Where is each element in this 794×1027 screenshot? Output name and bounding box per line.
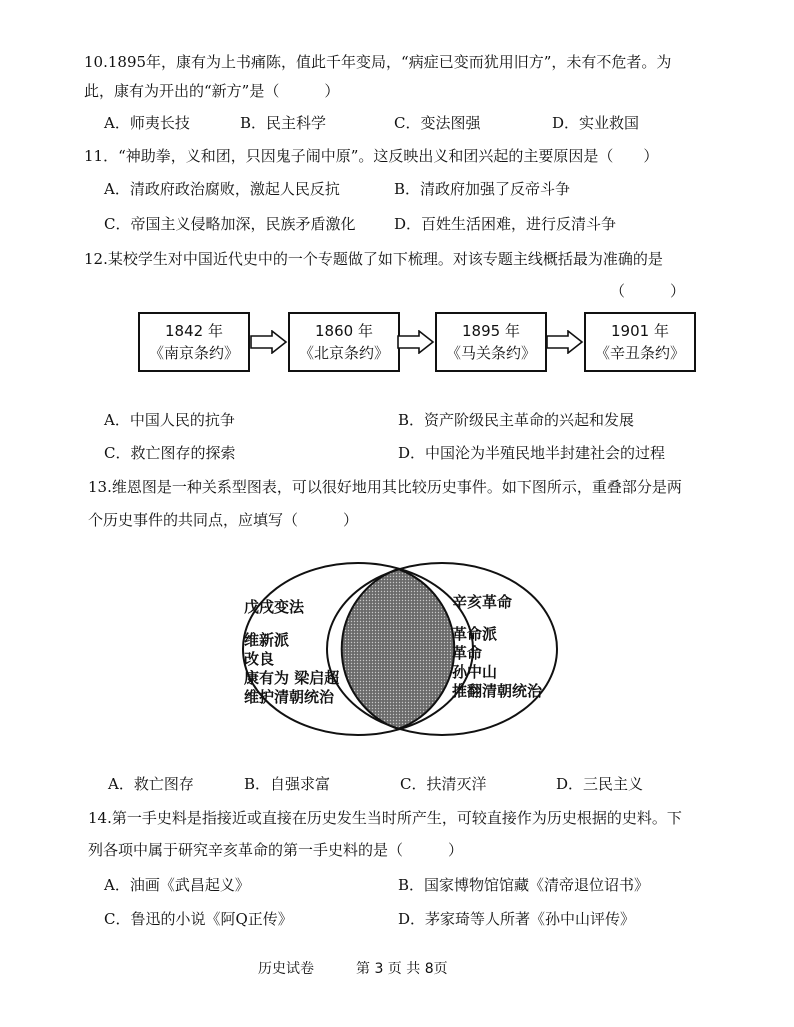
q12-option-d: D．中国沦为半殖民地半封建社会的过程 — [398, 444, 666, 462]
q10-option-d: D．实业救国 — [552, 114, 640, 132]
q11-option-b: B．清政府加强了反帝斗争 — [394, 180, 571, 198]
treaty-year: 1895 年 — [462, 322, 520, 340]
venn-left-title: 戊戌变法 — [244, 598, 305, 616]
q13-stem-line1: 13.维恩图是一种关系型图表，可以很好地用其比较历史事件。如下图所示，重叠部分是两 — [88, 478, 682, 496]
treaty-year: 1901 年 — [611, 322, 669, 340]
q11-option-c: C．帝国主义侵略加深，民族矛盾激化 — [104, 215, 356, 233]
venn-right-item: 推翻清朝统治 — [452, 682, 543, 700]
q10-stem-line2: 此，康有为开出的“新方”是（ ） — [84, 82, 340, 100]
treaty-year: 1860 年 — [315, 322, 373, 340]
venn-right-title: 辛亥革命 — [452, 593, 513, 611]
arrow-right-icon — [250, 330, 288, 354]
arrow-right-icon — [546, 330, 584, 354]
venn-right-item: 孙中山 — [452, 663, 498, 681]
treaty-year: 1842 年 — [165, 322, 223, 340]
q14-option-c: C．鲁迅的小说《阿Q正传》 — [104, 910, 293, 928]
venn-left-item: 改良 — [244, 650, 275, 668]
treaty-name: 《南京条约》 — [148, 344, 239, 362]
treaty-name: 《辛丑条约》 — [594, 344, 685, 362]
q12-stem: 12.某校学生对中国近代史中的一个专题做了如下梳理。对该专题主线概括最为准确的是 — [84, 250, 663, 268]
treaty-box-1895 — [435, 312, 547, 372]
arrow-right-icon — [397, 330, 435, 354]
q12-answer-paren: （ ） — [610, 282, 686, 300]
q14-option-b: B．国家博物馆馆藏《清帝退位诏书》 — [398, 876, 650, 894]
q13-option-b: B．自强求富 — [244, 775, 331, 793]
treaty-name: 《北京条约》 — [298, 344, 389, 362]
q10-option-c: C．变法图强 — [394, 114, 481, 132]
q11-option-d: D．百姓生活困难，进行反清斗争 — [394, 215, 617, 233]
q12-option-b: B．资产阶级民主革命的兴起和发展 — [398, 411, 635, 429]
q14-option-d: D．茅家琦等人所著《孙中山评传》 — [398, 910, 636, 928]
venn-diagram — [230, 560, 590, 742]
q12-option-a: A．中国人民的抗争 — [104, 411, 235, 429]
venn-right-item: 革命派 — [452, 625, 498, 643]
q10-stem-line1: 10.1895年，康有为上书痛陈，值此千年变局，“病症已变而犹用旧方”，未有不危者。为 — [84, 53, 672, 71]
q10-option-b: B．民主科学 — [240, 114, 327, 132]
venn-right-item: 革命 — [452, 644, 483, 662]
q13-stem-line2: 个历史事件的共同点，应填写（ ） — [88, 511, 359, 529]
q14-option-a: A．油画《武昌起义》 — [104, 876, 250, 894]
q13-option-c: C．扶清灭洋 — [400, 775, 487, 793]
q13-option-a: A．救亡图存 — [108, 775, 194, 793]
q13-option-d: D．三民主义 — [556, 775, 644, 793]
treaty-name: 《马关条约》 — [445, 344, 536, 362]
footer-subject: 历史试卷 — [258, 961, 314, 977]
q14-stem-line1: 14.第一手史料是指接近或直接在历史发生当时所产生，可较直接作为历史根据的史料。下 — [88, 809, 682, 827]
q12-option-c: C．救亡图存的探索 — [104, 444, 236, 462]
q14-stem-line2: 列各项中属于研究辛亥革命的第一手史料的是（ ） — [88, 841, 464, 859]
q10-option-a: A．师夷长技 — [104, 114, 190, 132]
treaty-box-1901 — [584, 312, 696, 372]
venn-left-item: 康有为 梁启超 — [244, 669, 340, 687]
venn-left-item: 维新派 — [244, 631, 290, 649]
q11-stem: 11．“神助拳，义和团，只因鬼子闹中原”。这反映出义和团兴起的主要原因是（ ） — [84, 147, 659, 165]
venn-overlap — [342, 569, 455, 729]
q11-option-a: A．清政府政治腐败，激起人民反抗 — [104, 180, 340, 198]
treaty-box-1860 — [288, 312, 400, 372]
venn-left-item: 维护清朝统治 — [244, 688, 335, 706]
footer-page-number: 第 3 页 共 8页 — [356, 961, 448, 977]
treaty-box-1842 — [138, 312, 250, 372]
